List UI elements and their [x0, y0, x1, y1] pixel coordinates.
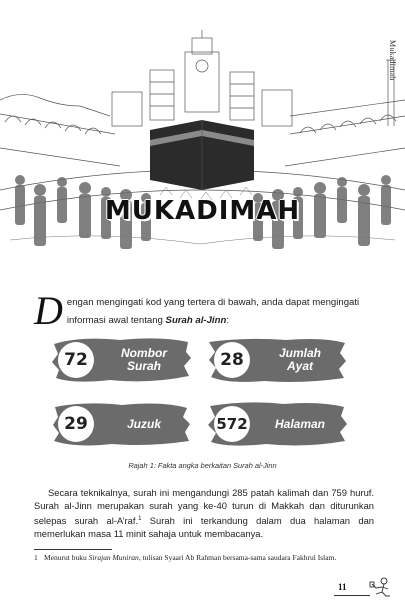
- fact-label-line: Juzuk: [126, 416, 161, 431]
- page-number-area: [334, 576, 394, 602]
- fact-number: 29: [58, 406, 94, 442]
- sitting-figure-icon: [368, 576, 394, 600]
- footnote-book-title: Sirajun Muniran: [88, 553, 139, 562]
- fact-label: [256, 398, 344, 450]
- intro-text: [67, 297, 359, 326]
- fact-number: 72: [58, 342, 94, 378]
- fact-label: [256, 334, 344, 386]
- fact-label-line: Halaman: [274, 416, 326, 431]
- intro-paragraph: [34, 288, 374, 333]
- body-paragraph: [34, 486, 374, 541]
- kaaba-sketch-illustration: [0, 30, 405, 280]
- footnote: [34, 553, 374, 564]
- fact-label-line: Jumlah: [278, 346, 321, 360]
- fact-number: 28: [214, 342, 250, 378]
- fact-label: [100, 398, 188, 450]
- fact-page: [206, 398, 348, 450]
- fact-label-line: Ayat: [286, 359, 313, 373]
- fact-label-line: Surah: [126, 359, 161, 373]
- footnote-number: 1: [34, 553, 38, 562]
- fact-label: [100, 334, 188, 386]
- page-number-rule: [334, 595, 370, 596]
- fact-verse-count: [206, 334, 348, 386]
- footnote-reference[interactable]: 1: [138, 515, 142, 522]
- chapter-title: MUKADIMAH: [104, 196, 301, 226]
- fact-label-line: Nombor: [121, 346, 167, 360]
- figure-caption: Rajah 1: Fakta angka berkaitan Surah al-Jinn: [128, 461, 277, 470]
- footnote-text-start: Menurut buku: [44, 553, 89, 562]
- body-text-start: Secara teknikalnya, surah ini mengandungi 285 patah kalimah dan 759 huruf. Surah al-Jinn merupakan surah yang ke-40 turun di Makkah dan diturunkan selepas surah al-A’raf.: [34, 487, 374, 526]
- fact-juz: [50, 398, 192, 450]
- intro-text-start: engan mengingati kod yang tertera di bawah, anda dapat mengingati informasi awal tentang: [66, 297, 360, 326]
- fact-surah-number: [50, 334, 192, 386]
- footnote-text-end: , tulisan Syaari Ab Rahman bersama-sama saudara Fakhrul Islam.: [138, 553, 337, 562]
- intro-emphasis: Surah al-Jinn: [165, 315, 227, 326]
- drop-cap: D: [34, 288, 63, 333]
- fact-grid: [50, 334, 355, 454]
- page-number: 11: [338, 582, 347, 592]
- fact-number: 572: [214, 406, 250, 442]
- footnote-divider: [34, 549, 112, 550]
- body-text-end: Surah ini terkandung dalam dua halaman dan memerlukan masa 11 minit sahaja untuk membacanya.: [34, 514, 374, 540]
- running-header: Mukadimah: [388, 40, 397, 81]
- intro-text-end: :: [226, 315, 229, 326]
- kaaba-icon: [150, 120, 254, 190]
